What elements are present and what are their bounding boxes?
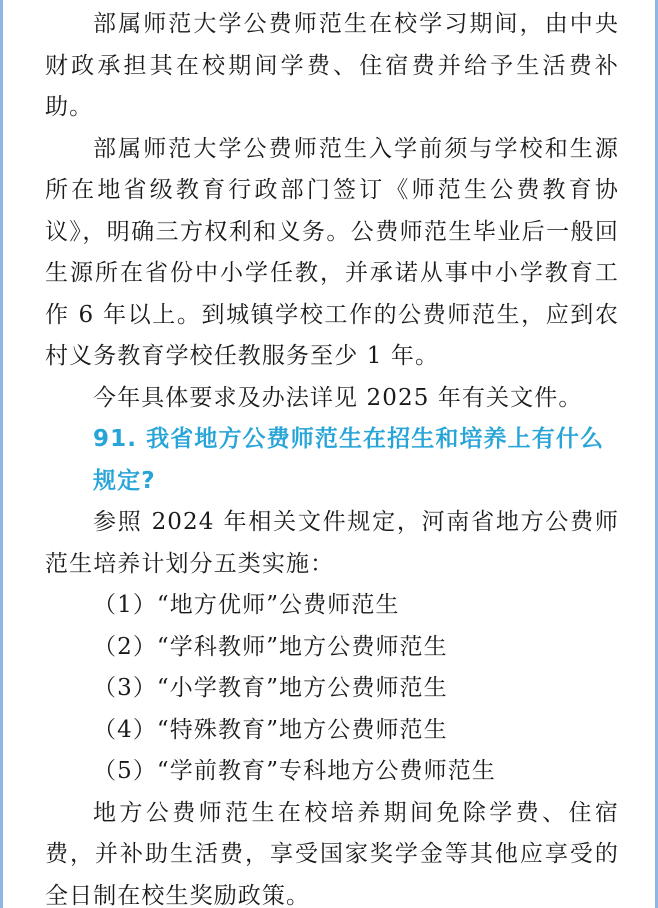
paragraph-agreement: 部属师范大学公费师范生入学前须与学校和生源所在地省级教育行政部门签订《师范生公费教育协议》，明确三方权利和义务。公费师范生毕业后一般回生源所在省份中小学任教，并承诺从事中小学教育工作 6 年以上。到城镇学校工作的公费师范生，应到农村义务教育学校任教服务至少 1 年。 — [45, 135, 619, 369]
category-list — [45, 585, 619, 793]
question-heading-text: 91. 我省地方公费师范生在招生和培养上有什么规定? — [93, 426, 605, 494]
paragraph-2025-notice: 今年具体要求及办法详见 2025 年有关文件。 — [93, 384, 583, 411]
list-item: （3）“小学教育”地方公费师范生 — [93, 675, 448, 701]
paragraph-closing-benefits: 地方公费师范生在校培养期间免除学费、住宿费，并补助生活费，享受国家奖学金等其他应享受的全日制在校生奖励政策。 — [45, 799, 619, 908]
list-item: （1）“地方优师”公费师范生 — [93, 592, 400, 618]
document-content — [45, 0, 619, 908]
list-item: （4）“特殊教育”地方公费师范生 — [93, 716, 448, 743]
list-item: （5）“学前教育”专科地方公费师范生 — [93, 758, 496, 784]
list-item: （2）“学科教师”地方公费师范生 — [93, 633, 448, 660]
question-heading-91 — [45, 419, 619, 502]
paragraph-tuition-funding: 部属师范大学公费师范生在校学习期间，由中央财政承担其在校期间学费、住宿费并给予生活费补助。 — [45, 11, 619, 120]
paragraph-answer-intro: 参照 2024 年相关文件规定，河南省地方公费师范生培养计划分五类实施： — [45, 509, 619, 577]
